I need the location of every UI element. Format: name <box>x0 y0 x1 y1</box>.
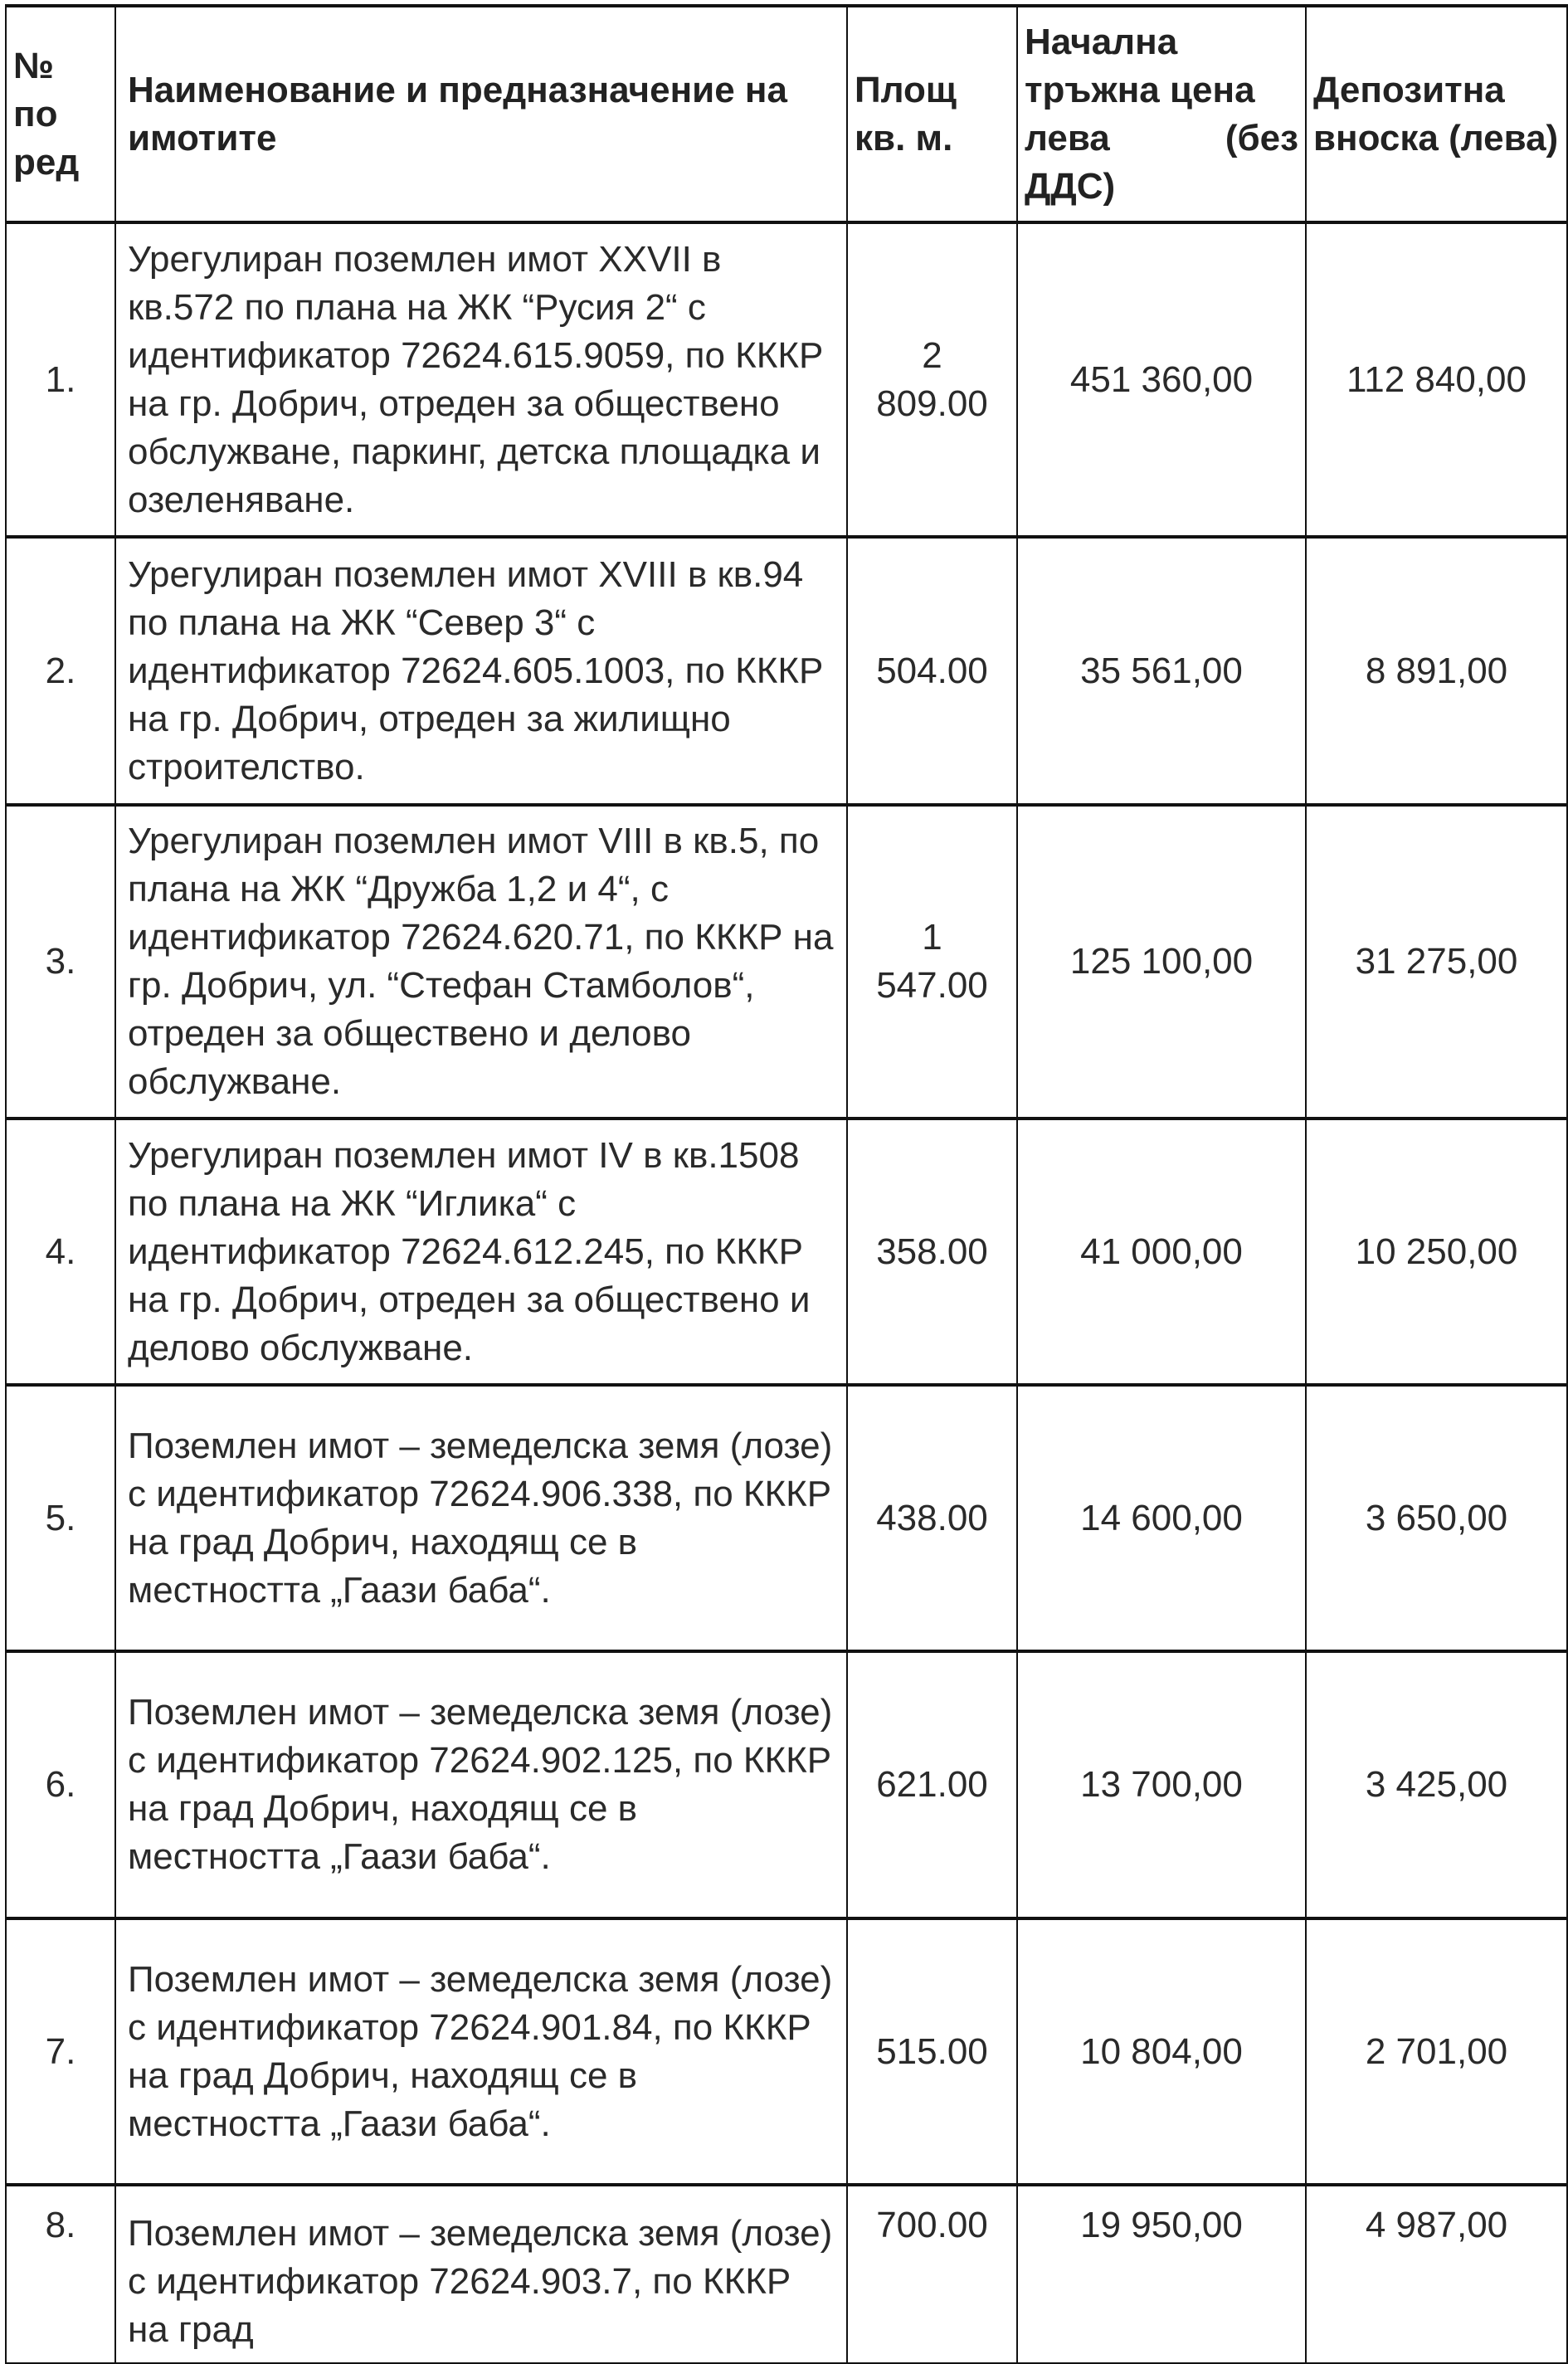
row-description: Поземлен имот – земеделска земя (лозе) с идентификатор 72624.906.338, по КККР на град Добрич, находящ се в местността „Гаази баба“. <box>115 1385 847 1651</box>
row-description: Урегулиран поземлен имот XXVII в кв.572 по плана на ЖК “Русия 2“ с идентификатор 72624.615.9059, по КККР на гр. Добрич, отреден за обществено обслужване, паркинг, детска площадка и озеленяване. <box>115 222 847 537</box>
row-deposit: 4 987,00 <box>1306 2185 1567 2363</box>
row-deposit: 8 891,00 <box>1306 537 1567 805</box>
row-number: 6. <box>6 1651 115 1918</box>
row-area: 358.00 <box>847 1119 1017 1385</box>
table-row <box>6 2185 1567 2363</box>
header-deposit: Депозитна вноска (лева) <box>1306 6 1567 222</box>
row-area: 621.00 <box>847 1651 1017 1918</box>
row-area: 700.00 <box>847 2185 1017 2363</box>
table-row <box>6 805 1567 1119</box>
row-area: 2 809.00 <box>847 222 1017 537</box>
row-description: Урегулиран поземлен имот XVIII в кв.94 по плана на ЖК “Север 3“ с идентификатор 72624.605.1003, по КККР на гр. Добрич, отреден за жилищно строителство. <box>115 537 847 805</box>
row-price: 10 804,00 <box>1017 1918 1306 2185</box>
row-description: Поземлен имот – земеделска земя (лозе) с идентификатор 72624.901.84, по КККР на град Добрич, находящ се в местността „Гаази баба“. <box>115 1918 847 2185</box>
row-description: Урегулиран поземлен имот VIII в кв.5, по плана на ЖК “Дружба 1,2 и 4“, с идентификатор 72624.620.71, по КККР на гр. Добрич, ул. “Стефан Стамболов“, отреден за обществено и делово обслужване. <box>115 805 847 1119</box>
row-description: Урегулиран поземлен имот IV в кв.1508 по плана на ЖК “Иглика“ с идентификатор 72624.612.245, по КККР на гр. Добрич, отреден за обществено и делово обслужване. <box>115 1119 847 1385</box>
row-deposit: 3 425,00 <box>1306 1651 1567 1918</box>
table-row <box>6 1918 1567 2185</box>
row-deposit: 3 650,00 <box>1306 1385 1567 1651</box>
table-row <box>6 537 1567 805</box>
header-number: № по ред <box>6 6 115 222</box>
row-description: Поземлен имот – земеделска земя (лозе) с идентификатор 72624.903.7, по КККР на град <box>115 2185 847 2363</box>
row-price: 451 360,00 <box>1017 222 1306 537</box>
row-deposit: 2 701,00 <box>1306 1918 1567 2185</box>
row-number: 4. <box>6 1119 115 1385</box>
row-price: 13 700,00 <box>1017 1651 1306 1918</box>
row-deposit: 112 840,00 <box>1306 222 1567 537</box>
row-price: 19 950,00 <box>1017 2185 1306 2363</box>
row-description: Поземлен имот – земеделска земя (лозе) с идентификатор 72624.902.125, по КККР на град Добрич, находящ се в местността „Гаази баба“. <box>115 1651 847 1918</box>
row-number: 8. <box>6 2185 115 2363</box>
header-name: Наименование и предназначение на имотите <box>115 6 847 222</box>
table-row <box>6 222 1567 537</box>
row-area: 504.00 <box>847 537 1017 805</box>
row-price: 41 000,00 <box>1017 1119 1306 1385</box>
row-area: 515.00 <box>847 1918 1017 2185</box>
row-number: 7. <box>6 1918 115 2185</box>
row-deposit: 31 275,00 <box>1306 805 1567 1119</box>
header-price: Начална тръжна цена лева (без ДДС) <box>1017 6 1306 222</box>
table-row <box>6 1119 1567 1385</box>
row-price: 35 561,00 <box>1017 537 1306 805</box>
row-price: 14 600,00 <box>1017 1385 1306 1651</box>
header-row <box>6 6 1567 222</box>
row-deposit: 10 250,00 <box>1306 1119 1567 1385</box>
row-price: 125 100,00 <box>1017 805 1306 1119</box>
row-number: 3. <box>6 805 115 1119</box>
row-number: 5. <box>6 1385 115 1651</box>
header-area: Площ кв. м. <box>847 6 1017 222</box>
table-row <box>6 1651 1567 1918</box>
row-number: 2. <box>6 537 115 805</box>
row-number: 1. <box>6 222 115 537</box>
table-row <box>6 1385 1567 1651</box>
properties-table <box>5 4 1568 2364</box>
row-area: 438.00 <box>847 1385 1017 1651</box>
row-area: 1 547.00 <box>847 805 1017 1119</box>
